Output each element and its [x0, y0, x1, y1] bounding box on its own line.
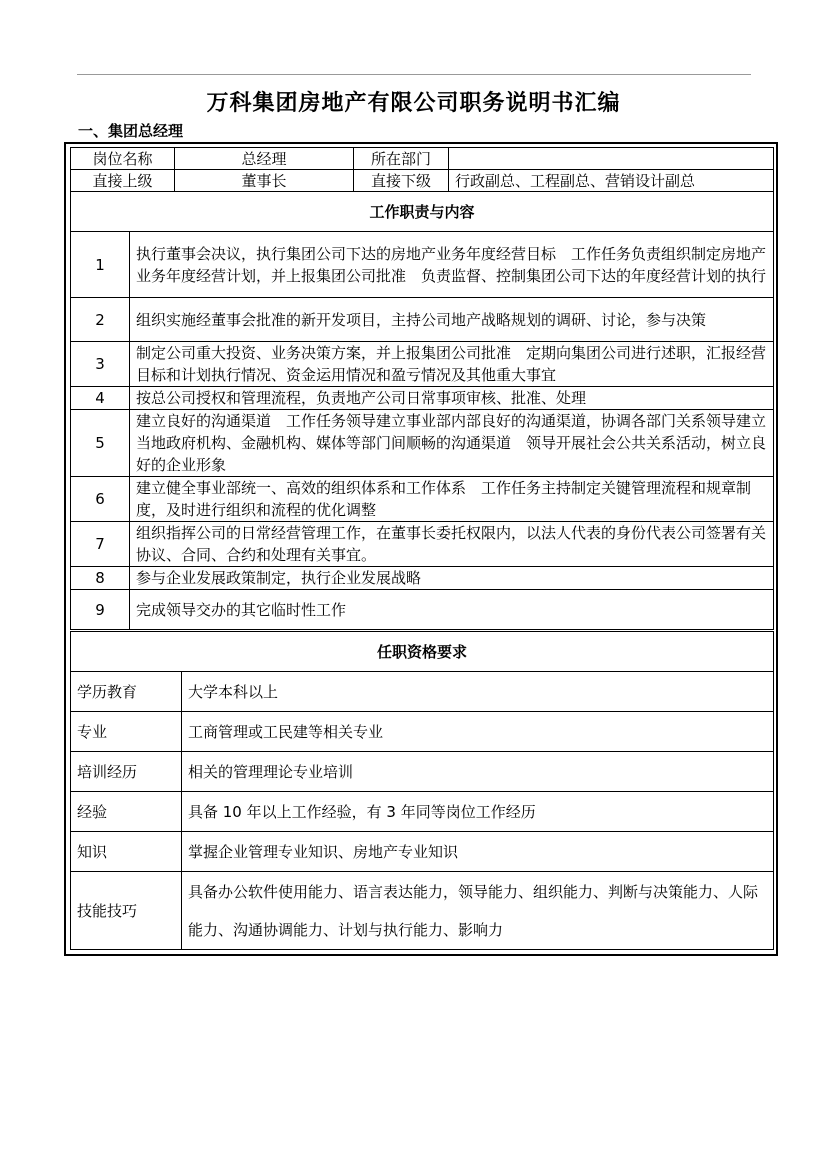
qual-row [71, 792, 774, 832]
qual-row [71, 672, 774, 712]
qual-value: 相关的管理理论专业培训 [182, 752, 774, 792]
duty-number: 5 [71, 410, 130, 477]
duty-number: 2 [71, 298, 130, 342]
duty-row [71, 590, 774, 630]
duty-text: 执行董事会决议，执行集团公司下达的房地产业务年度经营目标 工作任务负责组织制定房地产业务年度经营计划，并上报集团公司批准 负责监督、控制集团公司下达的年度经营计划的执行 [130, 232, 774, 298]
position-value: 总经理 [175, 148, 354, 170]
duty-text: 参与企业发展政策制定，执行企业发展战略 [130, 567, 774, 590]
qual-title-row [71, 632, 774, 672]
qual-label: 经验 [71, 792, 182, 832]
duty-row [71, 522, 774, 567]
header-rule [77, 74, 751, 75]
qualifications-table [70, 631, 774, 950]
qual-row [71, 712, 774, 752]
duty-row [71, 410, 774, 477]
duty-number: 3 [71, 342, 130, 387]
superior-value: 董事长 [175, 170, 354, 192]
duty-number: 7 [71, 522, 130, 567]
qual-row [71, 752, 774, 792]
qual-value: 工商管理或工民建等相关专业 [182, 712, 774, 752]
duty-row [71, 477, 774, 522]
duty-text: 制定公司重大投资、业务决策方案，并上报集团公司批准 定期向集团公司进行述职，汇报经营目标和计划执行情况、资金运用情况和盈亏情况及其他重大事宜 [130, 342, 774, 387]
duty-row [71, 387, 774, 410]
duty-text: 组织指挥公司的日常经营管理工作，在董事长委托权限内，以法人代表的身份代表公司签署有关协议、合同、合约和处理有关事宜。 [130, 522, 774, 567]
duty-number: 8 [71, 567, 130, 590]
subordinate-label: 直接下级 [354, 170, 449, 192]
duty-row [71, 567, 774, 590]
duties-title: 工作职责与内容 [71, 192, 774, 232]
qual-value: 掌握企业管理专业知识、房地产专业知识 [182, 832, 774, 872]
subordinate-value: 行政副总、工程副总、营销设计副总 [449, 170, 774, 192]
position-label: 岗位名称 [71, 148, 175, 170]
duty-row [71, 342, 774, 387]
info-row-1 [71, 148, 774, 170]
duties-title-row [71, 192, 774, 232]
duty-text: 按总公司授权和管理流程，负责地产公司日常事项审核、批准、处理 [130, 387, 774, 410]
qual-value: 具备办公软件使用能力、语言表达能力，领导能力、组织能力、判断与决策能力、人际能力、沟通协调能力、计划与执行能力、影响力 [182, 872, 774, 950]
info-row-2 [71, 170, 774, 192]
duty-text: 建立良好的沟通渠道 工作任务领导建立事业部内部良好的沟通渠道，协调各部门关系领导建立当地政府机构、金融机构、媒体等部门间顺畅的沟通渠道 领导开展社会公共关系活动，树立良好的企业形象 [130, 410, 774, 477]
qual-value: 具备 10 年以上工作经验，有 3 年同等岗位工作经历 [182, 792, 774, 832]
qual-title: 任职资格要求 [71, 632, 774, 672]
qual-label: 专业 [71, 712, 182, 752]
duty-text: 完成领导交办的其它临时性工作 [130, 590, 774, 630]
dept-label: 所在部门 [354, 148, 449, 170]
superior-label: 直接上级 [71, 170, 175, 192]
duty-number: 9 [71, 590, 130, 630]
duty-row [71, 232, 774, 298]
qual-label: 知识 [71, 832, 182, 872]
dept-value [449, 148, 774, 170]
duty-number: 1 [71, 232, 130, 298]
duty-number: 6 [71, 477, 130, 522]
duty-text: 建立健全事业部统一、高效的组织体系和工作体系 工作任务主持制定关键管理流程和规章制度，及时进行组织和流程的优化调整 [130, 477, 774, 522]
document-title: 万科集团房地产有限公司职务说明书汇编 [206, 90, 621, 116]
qual-row [71, 832, 774, 872]
qual-value: 大学本科以上 [182, 672, 774, 712]
qual-label: 学历教育 [71, 672, 182, 712]
duties-table [70, 147, 774, 630]
duty-number: 4 [71, 387, 130, 410]
duty-row [71, 298, 774, 342]
duty-text: 组织实施经董事会批准的新开发项目，主持公司地产战略规划的调研、讨论，参与决策 [130, 298, 774, 342]
qual-label: 培训经历 [71, 752, 182, 792]
qual-row [71, 872, 774, 950]
section-heading: 一、集团总经理 [78, 122, 184, 140]
qual-label: 技能技巧 [71, 872, 182, 950]
